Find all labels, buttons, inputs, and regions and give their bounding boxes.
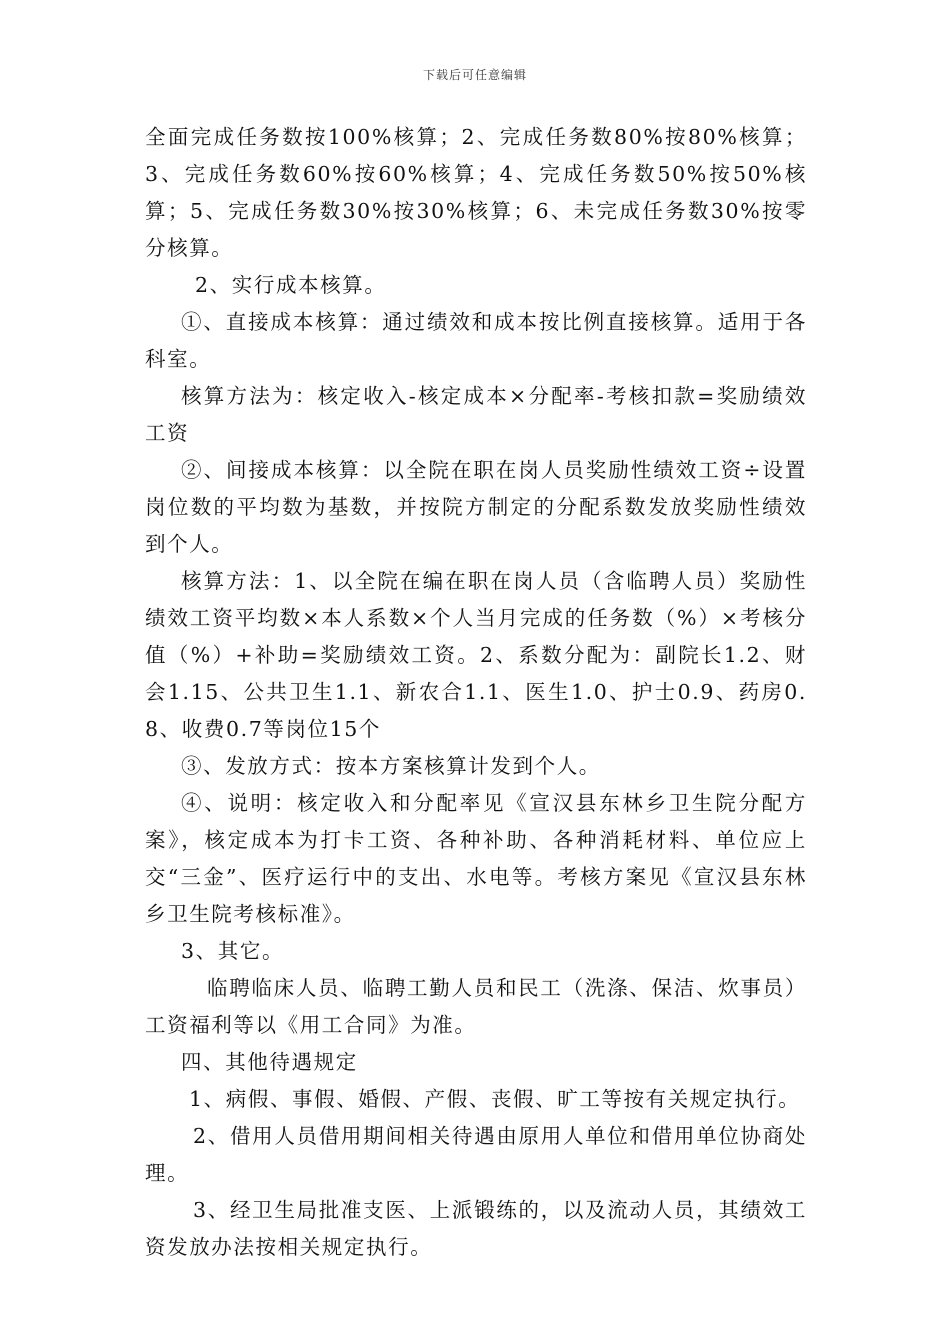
paragraph-indirect-method: 核算方法：1、以全院在编在职在岗人员（含临聘人员）奖励性绩效工资平均数×本人系数×个人当月完成的任务数（%）×考核分值（%）+补助=奖励绩效工资。2、系数分配为：副院长1.2、财会1.15、公共卫生1.1、新农合1.1、医生1.0、护士0.9、药房0.8、收费0.7等岗位15个 (145, 569, 807, 741)
paragraph-cost-accounting-heading: 2、实行成本核算。 (195, 273, 387, 297)
document-body (145, 119, 807, 1266)
paragraph-other-heading: 3、其它。 (181, 939, 285, 963)
paragraph-direct-cost: ①、直接成本核算：通过绩效和成本按比例直接核算。适用于各科室。 (145, 310, 807, 371)
paragraph-borrowed-staff: 2、借用人员借用期间相关待遇由原用人单位和借用单位协商处理。 (145, 1124, 807, 1185)
paragraph-section-four-heading: 四、其他待遇规定 (181, 1050, 358, 1074)
paragraph-support-training: 3、经卫生局批准支医、上派锻练的，以及流动人员，其绩效工资发放办法按相关规定执行。 (145, 1198, 807, 1259)
paragraph-indirect-cost: ②、间接成本核算：以全院在职在岗人员奖励性绩效工资÷设置岗位数的平均数为基数，并按院方制定的分配系数发放奖励性绩效到个人。 (145, 458, 807, 556)
paragraph-payment-method: ③、发放方式：按本方案核算计发到个人。 (181, 754, 601, 778)
paragraph-direct-method: 核算方法为：核定收入-核定成本×分配率-考核扣款=奖励绩效工资 (145, 384, 807, 445)
paragraph-temporary-staff: 临聘临床人员、临聘工勤人员和民工（洗涤、保洁、炊事员）工资福利等以《用工合同》为准。 (145, 976, 807, 1037)
paragraph-leave-rules: 1、病假、事假、婚假、产假、丧假、旷工等按有关规定执行。 (189, 1087, 801, 1111)
paragraph-explanation: ④、说明：核定收入和分配率见《宣汉县东林乡卫生院分配方案》，核定成本为打卡工资、各种补助、各种消耗材料、单位应上交“三金”、医疗运行中的支出、水电等。考核方案见《宣汉县东林乡卫生院考核标准》。 (145, 791, 807, 926)
paragraph-task-completion: 全面完成任务数按100%核算；2、完成任务数80%按80%核算；3、完成任务数60%按60%核算；4、完成任务数50%按50%核算；5、完成任务数30%按30%核算；6、未完成任务数30%按零分核算。 (145, 125, 807, 260)
page-header: 下载后可任意编辑 (422, 68, 527, 82)
